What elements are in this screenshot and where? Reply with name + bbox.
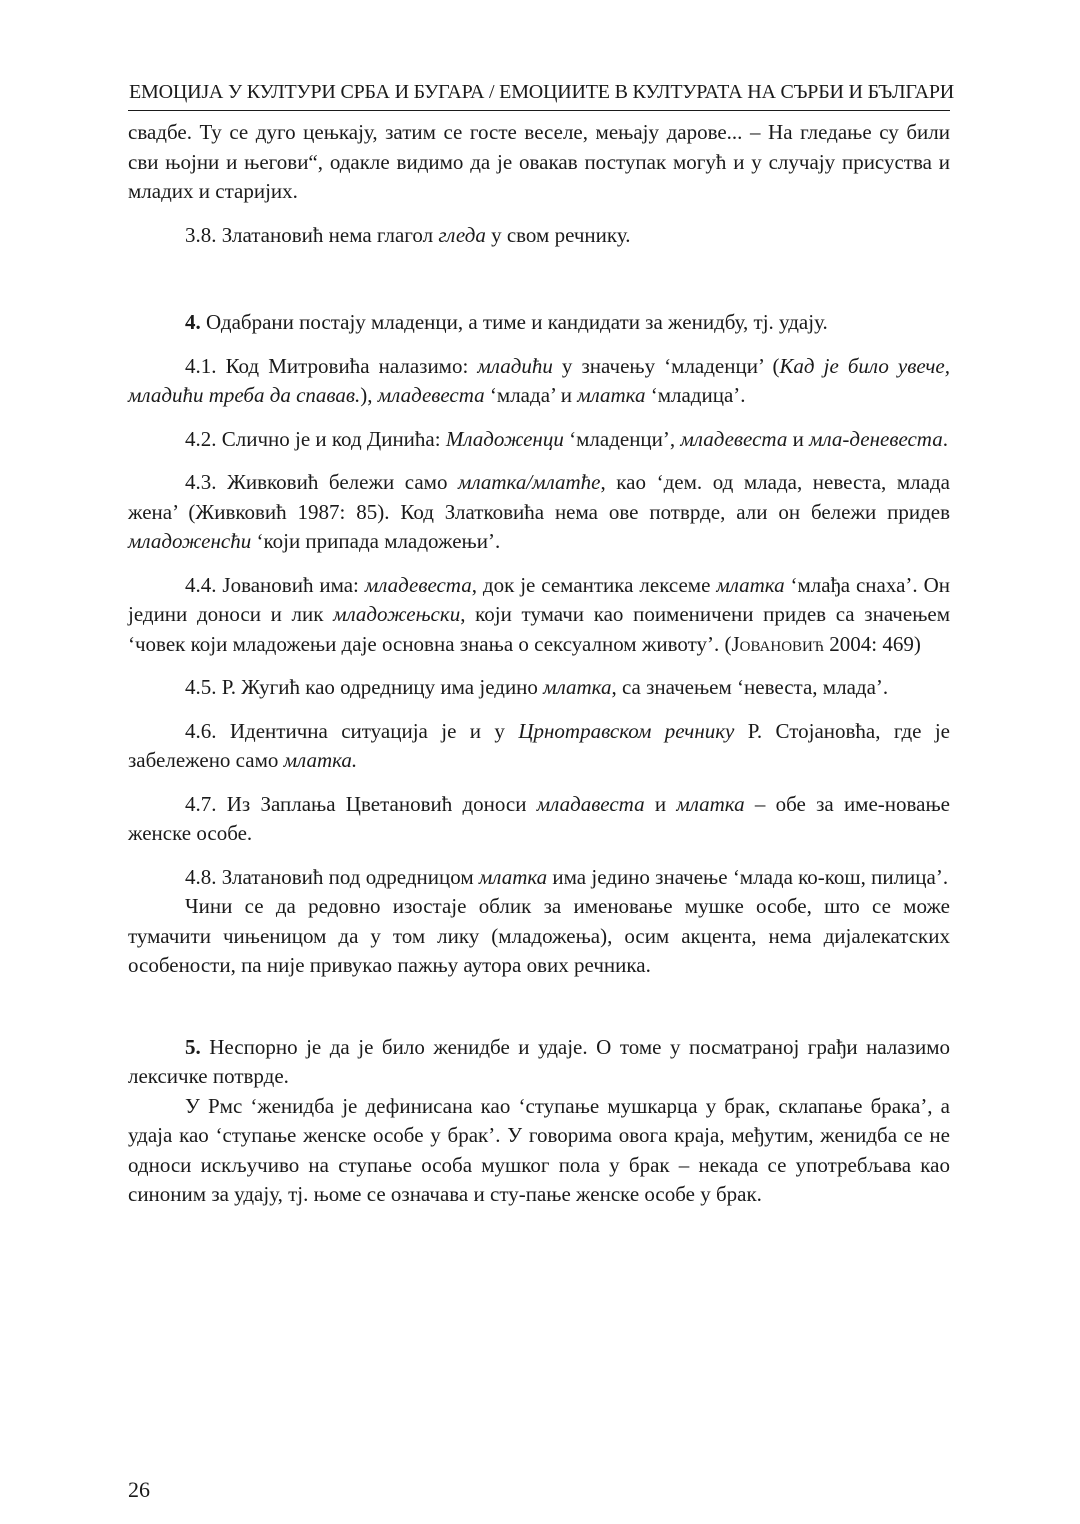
paragraph-4: 4. Одабрани постају младенци, а тиме и кандидати за женидбу, тј. удају. [185,310,828,334]
paragraph-3-8: 3.8. Златановић нема глагол гледа у свом речнику. [185,222,631,247]
paragraph-4-1: 4.1. Код Митровића налазимо: младићи у значењу ‘младенци’ (Кад је било увече, младићи треба да спавав.), младевеста ‘млада’ и млатка ‘младица’. [128,353,950,407]
paragraph-4-5: 4.5. Р. Жугић као одредницу има једино млатка, са значењем ‘невеста, млада’. [185,675,889,699]
page-number: 26 [128,1477,150,1502]
paragraph-4-4: 4.4. Јовановић има: младевеста, док је семантика лексеме млатка ‘млађа снаха’. Он једини доноси и лик младожењски, који тумачи као поименичени придев са значењем ‘човек који младожењи даје основна знања о сексуалном животу’. (Јовановић 2004: 469) [128,572,950,656]
paragraph-4-3: 4.3. Живковић бележи само млатка/млатће, као ‘дем. од млада, невеста, млада жена’ (Живковић 1987: 85). Код Златковића нема ове потврде, али он бележи придев младоженсћи ‘који припада младожењи’. [128,470,950,553]
section-number: 5. [185,1034,201,1059]
body-text [128,118,950,1210]
paragraph-5-rms: У Рмс ‘женидба је дефинисана као ‘ступање мушкарца у брак, склапање брака’, а удаја као ‘ступање женске особе у брак’. У говорима овога краја, међутим, женидба се не односи искључиво на ступање особа мушког пола у брак – некада се употребљава као синоним за удају, тј. њоме се означава и сту-пање женске особе у брак. [128,1093,950,1206]
paragraph-4-6: 4.6. Идентична ситуација је и у Црнотравском речнику Р. Стојановћа, где је забележено само млатка. [128,718,950,772]
running-header: ЕМОЦИЈА У КУЛТУРИ СРБА И БУГАРА / ЕМОЦИИТЕ В КУЛТУРАТА НА СЪРБИ И БЪЛГАРИ [129,81,954,103]
paragraph-intro: свадбе. Ту се дуго цењкају, затим се госте веселе, мењају дарове... – На гледање су били сви њојни и његови“, одакле видимо да је овакав поступак могућ и у случају присуства и младих и старијих. [128,120,950,203]
paragraph-4-8: 4.8. Златановић под одредницом млатка има једино значење ‘млада ко-кош, пилица’. [185,864,949,889]
header-rule [128,110,950,111]
paragraph-4-2: 4.2. Слично је и код Динића: Младоженци ‘младенци’, младевеста и мла-деневеста. [185,426,948,451]
paragraph-4-7: 4.7. Из Заплања Цветановић доноси младавеста и млатка – обе за име-новање женске особе. [128,791,950,845]
paragraph-4-note: Чини се да редовно изостаје облик за именовање мушке особе, што се може тумачити чињеницом да у том лику (младожења), осим акцента, нема дијалекатских особености, па није привукао пажњу аутора ових речника. [128,894,950,977]
paragraph-5: 5. Неспорно је да је било женидбе и удаје. О томе у посматраној грађи налазимо лексичке потврде. [128,1034,950,1088]
section-number: 4. [185,310,201,334]
